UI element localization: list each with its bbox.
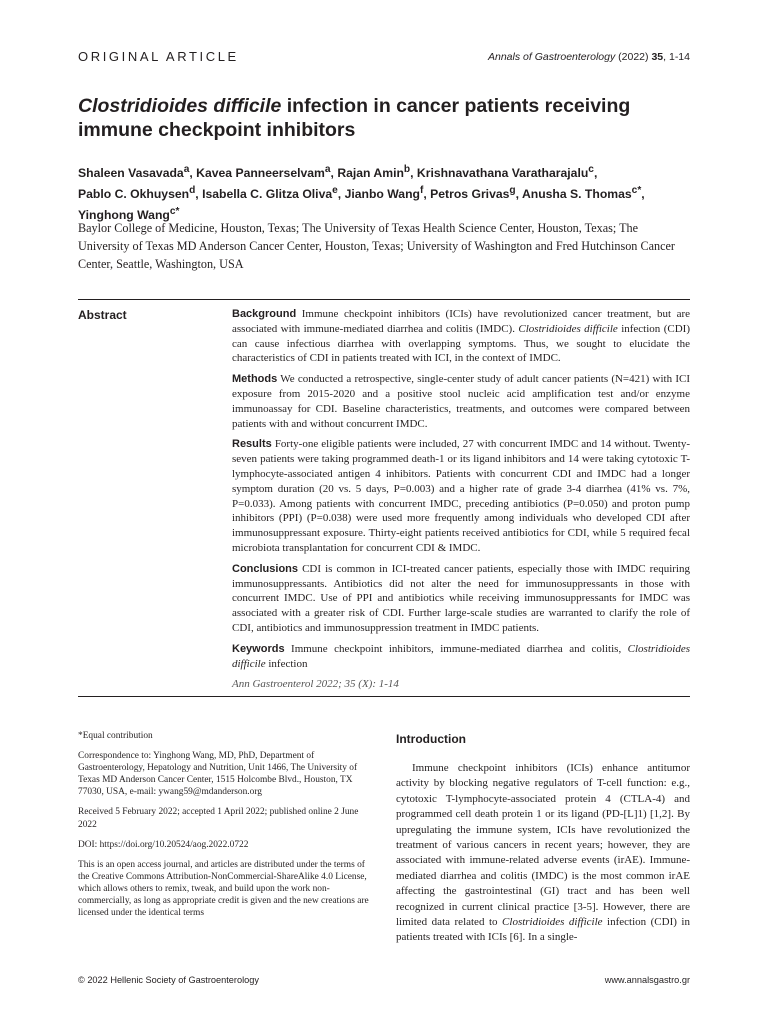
abstract-heading: Abstract [78,308,127,322]
abstract-methods [232,372,690,431]
introduction-heading: Introduction [396,732,466,746]
background-text-b: infection (CDI) can cause infectious diarrhea with overlapping symptoms. Thus, we sought to elucidate the characteristics of CDI in patients treated with ICI, in the context of IMDC. [232,322,690,365]
author-name: Isabella C. Glitza Oliva [202,187,333,202]
section-label: ORIGINAL ARTICLE [78,49,239,64]
author-affiliation-mark: a [324,164,331,175]
intro-text-b: infection (CDI) in patients treated with ICIs [6]. In a single- [396,916,690,944]
author-list [78,161,698,224]
equal-contribution-note: *Equal contribution [78,731,153,741]
title-species-name: Clostridioides difficile [78,95,282,117]
doi-note: DOI: https://doi.org/10.20524/aog.2022.0722 [78,839,249,850]
author-name: Shaleen Vasavada [78,166,184,181]
author-affiliation-mark: c* [169,206,180,218]
author-separator: , [410,166,417,181]
author-affiliation-mark: c [588,164,594,175]
background-species: Clostridioides difficile [518,322,618,335]
affiliations: Baylor College of Medicine, Houston, Texas; The University of Texas Health Science Center, Houston, Texas; The University of Texas MD Anderson Cancer Center, Houston, Texas; University of Washington and Fred Hutchinson Cancer Center, Seattle, Washington, USA [78,221,675,271]
abstract-conclusions [232,562,690,636]
results-text: Forty-one eligible patients were included, 27 with concurrent IMDC and 14 without. Twenty-seven patients were taking programmed death-1 or its ligand inhibitors and 14 were taking cytotoxic T-lymphocyte-associated antigen 4 inhibitors. Patients with concurrent CDI and IMDC had a longer symptom duration (20 vs. 5 days, P=0.003) and a higher rate of grade 3-4 diarrhea (41% vs. 7%, P=0.033). Among patients with concurrent IMDC, preceding antibiotics (P=0.050) and proton pump inhibitors (PPI) (P=0.038) were used more frequently among individuals who developed CDI after immunosuppressant exposure. Thirty-eight patients received antibiotics for CDI, while 5 required fecal microbiota transplantation for concurrent CDI & IMDC. [232,438,690,554]
article-title [78,94,698,142]
keywords-species: Clostridioides difficile [232,642,690,670]
divider-bottom [78,696,690,697]
methods-text: We conducted a retrospective, single-center study of adult cancer patients (N=421) with ICI exposure from 2015-2020 and a positive stool nucleic acid amplification test and/or enzyme immunoassay for CDI. Baseline characteristics, treatments, and outcomes were compared between patients with and without concurrent IMDC. [232,373,690,430]
abstract-body [232,307,690,692]
author-name: Rajan Amin [337,166,404,181]
author-separator: , [330,166,338,181]
keywords-label: Keywords [232,642,285,655]
author-separator: , [195,187,203,202]
copyright: © 2022 Hellenic Society of Gastroenterology [78,975,259,985]
journal-pages: , 1-14 [663,51,690,63]
author-name: Petros Grivas [430,187,510,202]
correspondence-note: Correspondence to: Yinghong Wang, MD, PhD, Department of Gastroenterology, Hepatology and Nutrition, Unit 1466, The University of Texas MD Anderson Cancer Center, 1515 Holcombe Blvd., Houston, TX 77030, USA, e-mail: ywang59@mdanderson.org [78,751,358,798]
author-affiliation-mark: f [419,185,424,197]
author-name: Anusha S. Thomas [521,187,632,202]
keywords-tail: infection [265,657,308,670]
author-separator: , [423,187,431,202]
author-affiliation-mark: a [183,164,190,175]
journal-year: (2022) [618,51,649,63]
conclusions-label: Conclusions [232,562,299,575]
author-separator: , [641,187,645,202]
title-rest: infection in cancer patients receiving immune checkpoint inhibitors [78,95,631,141]
author-name: Yinghong Wang [78,208,170,223]
background-label: Background [232,308,297,320]
conclusions-text: CDI is common in ICI-treated cancer patients, especially those with IMDC requiring immunosuppressants. Antibiotics did not alter the need for immunosuppressants in those with concurrent IMDC. Use of PPI and antibiotics while receiving immunosuppressants for IMDC was associated with a greater risk of CDI. Further large-scale studies are warranted to clarify the role of CDI, antibiotics and immunosuppression treatment in IMDC patients. [232,562,690,634]
author-name: Pablo C. Okhuysen [78,187,190,202]
results-label: Results [232,438,272,451]
journal-website: www.annalsgastro.gr [604,975,690,985]
intro-text-a: Immune checkpoint inhibitors (ICIs) enhance antitumor activity by blocking negative regulators of T-cell function: e.g., cytotoxic T-lymphocyte-associated protein 4 (CTLA-4) and programmed cell death protein 1 or its ligand (PD-[L]1) [1,2]. By upregulating the immune system, ICIs have revolutionized the treatment of various cancers in recent years; however, they are associated with immune-related adverse events (irAE). Immune-mediated diarrhea and colitis (IMDC) is the most common irAE affecting the gastrointestinal (GI) tract and has been well recognized in current clinical practice [3-5]. However, there are limited data related to [396,762,690,929]
abstract-results [232,437,690,555]
abstract-background [232,307,690,366]
journal-reference [488,51,690,63]
author-separator: , [515,187,522,202]
footnotes [78,730,378,927]
methods-label: Methods [232,373,278,386]
author-affiliation-mark: e [332,185,338,197]
divider-top [78,299,690,300]
background-text-a: Immune checkpoint inhibitors (ICIs) have revolutionized cancer treatment, but are associated with immune-mediated diarrhea and colitis (IMDC). [232,308,690,335]
author-affiliation-mark: b [403,164,411,175]
author-separator: , [337,187,345,202]
author-separator: , [593,166,598,181]
dates-note: Received 5 February 2022; accepted 1 April 2022; published online 2 June 2022 [78,807,359,830]
author-affiliation-mark: d [189,185,196,197]
author-affiliation-mark: c* [631,185,642,197]
author-name: Jianbo Wang [344,187,420,202]
abstract-keywords [232,642,690,672]
intro-species: Clostridioides difficile [502,916,603,929]
introduction-text [396,761,690,946]
author-name: Kavea Panneerselvam [196,166,325,181]
journal-volume: 35 [651,51,664,63]
citation-line: Ann Gastroenterol 2022; 35 (X): 1-14 [232,678,399,691]
keywords-text: Immune checkpoint inhibitors, immune-mediated diarrhea and colitis, [284,642,628,655]
author-name: Krishnavathana Varatharajalu [416,166,589,181]
author-separator: , [189,166,197,181]
journal-name: Annals of Gastroenterology [488,51,616,63]
license-note: This is an open access journal, and articles are distributed under the terms of the Creative Commons Attribution-NonCommercial-ShareAlike 4.0 License, which allows others to remix, tweak, and build upon the work non-commercially, as long as appropriate credit is given and the new creations are licensed under the identical terms [78,859,369,919]
author-affiliation-mark: g [509,185,516,197]
